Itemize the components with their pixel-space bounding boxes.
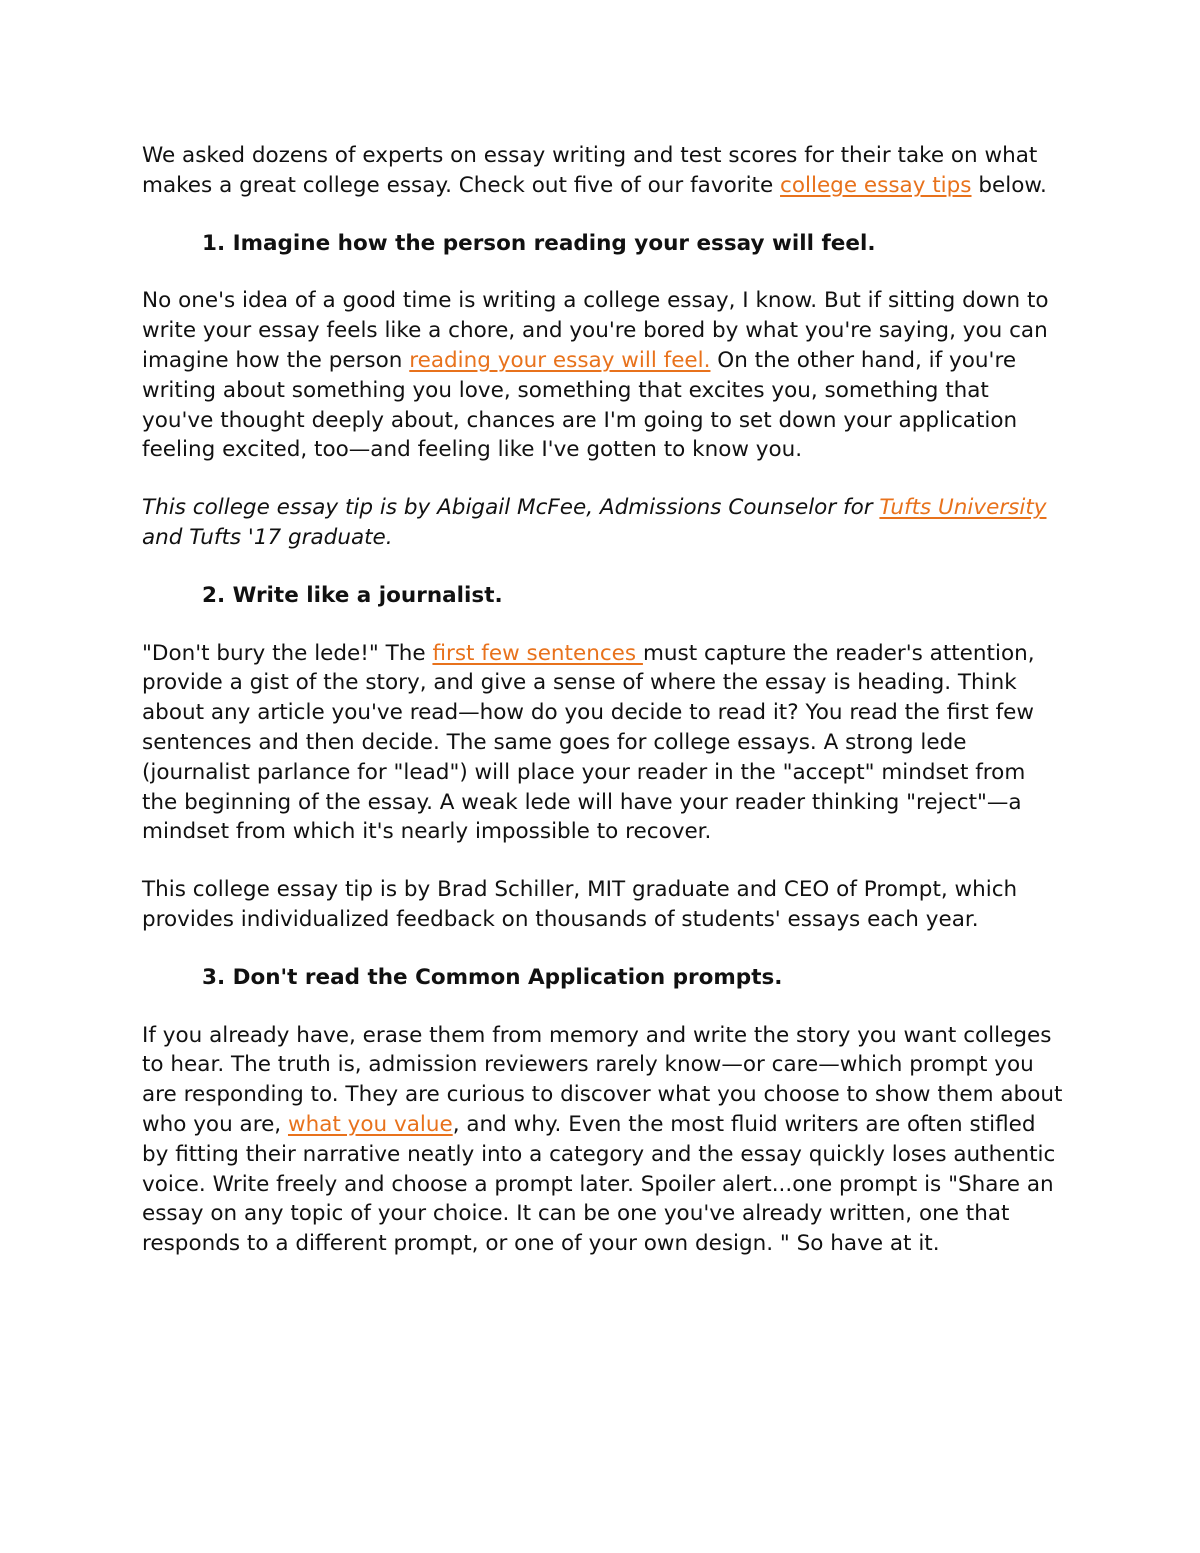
tufts-university-link[interactable]: Tufts University xyxy=(879,495,1047,521)
tip-3-heading: 3. Don't read the Common Application prompts. xyxy=(202,964,783,990)
tip-3-body-text-1: If you already have, erase them from memory and write the story you want colleges to hear. The truth is, admission reviewers rarely know—or care—which prompt you are responding to. They are curious to discover what you choose to show them about who you are, xyxy=(142,1022,1063,1137)
tip-2-credit: This college essay tip is by Brad Schiller, MIT graduate and CEO of Prompt, which provides individualized feedback on thousands of students' essays each year. xyxy=(142,877,1018,932)
document-body xyxy=(142,141,1067,1287)
tip-1-body xyxy=(142,286,1067,465)
intro-paragraph xyxy=(142,141,1067,201)
tip-2-body-text-2: must capture the reader's attention, provide a gist of the story, and give a sense of where the essay is heading. Think about any article you've read—how do you decide to read it? You read the first few sentences and then decide. The same goes for college essays. A strong lede (journalist parlance for "lead") will place your reader in the "accept" mindset from the beginning of the essay. A weak lede will have your reader thinking "reject"—a mindset from which it's nearly impossible to recover. xyxy=(142,640,1035,845)
intro-text-2: below. xyxy=(971,172,1047,198)
tip-1-credit-text-2: and Tufts '17 graduate. xyxy=(142,524,393,550)
intro-text-1: We asked dozens of experts on essay writing and test scores for their take on what makes a great college essay. Check out five of our favorite xyxy=(142,143,1038,198)
college-essay-tips-link[interactable]: college essay tips xyxy=(780,172,972,198)
what-you-value-link[interactable]: what you value xyxy=(287,1111,453,1137)
tip-2-body xyxy=(142,639,1067,848)
tip-1-heading: 1. Imagine how the person reading your essay will feel. xyxy=(202,230,876,256)
tip-1-credit-text-1: This college essay tip is by Abigail McFee, Admissions Counselor for xyxy=(142,495,880,521)
tip-3-body-text-2: , and why. Even the most fluid writers are often stifled by fitting their narrative neatly into a category and the essay quickly loses authentic voice. Write freely and choose a prompt later. Spoiler alert...one prompt is "Share an essay on any topic of your choice. It can be one you've already written, one that responds to a different prompt, or one of your own design. " So have at it. xyxy=(142,1111,1056,1257)
tip-3-body xyxy=(142,1021,1067,1259)
reading-your-essay-link[interactable]: reading your essay will feel. xyxy=(409,347,711,373)
tip-1-body-text-2: On the other hand, if you're writing about something you love, something that excites you, something that you've thought deeply about, chances are I'm going to set down your application feeling excited, too—and feeling like I've gotten to know you. xyxy=(142,347,1018,463)
first-few-sentences-link[interactable]: first few sentences xyxy=(432,640,643,666)
tip-2-heading: 2. Write like a journalist. xyxy=(202,582,503,608)
tip-1-credit xyxy=(142,493,1067,553)
tip-2-body-text-1: "Don't bury the lede!" The xyxy=(142,640,433,666)
tip-1-body-text-1: No one's idea of a good time is writing a college essay, I know. But if sitting down to write your essay feels like a chore, and you're bored by what you're saying, you can imagine how the person xyxy=(142,288,1049,373)
